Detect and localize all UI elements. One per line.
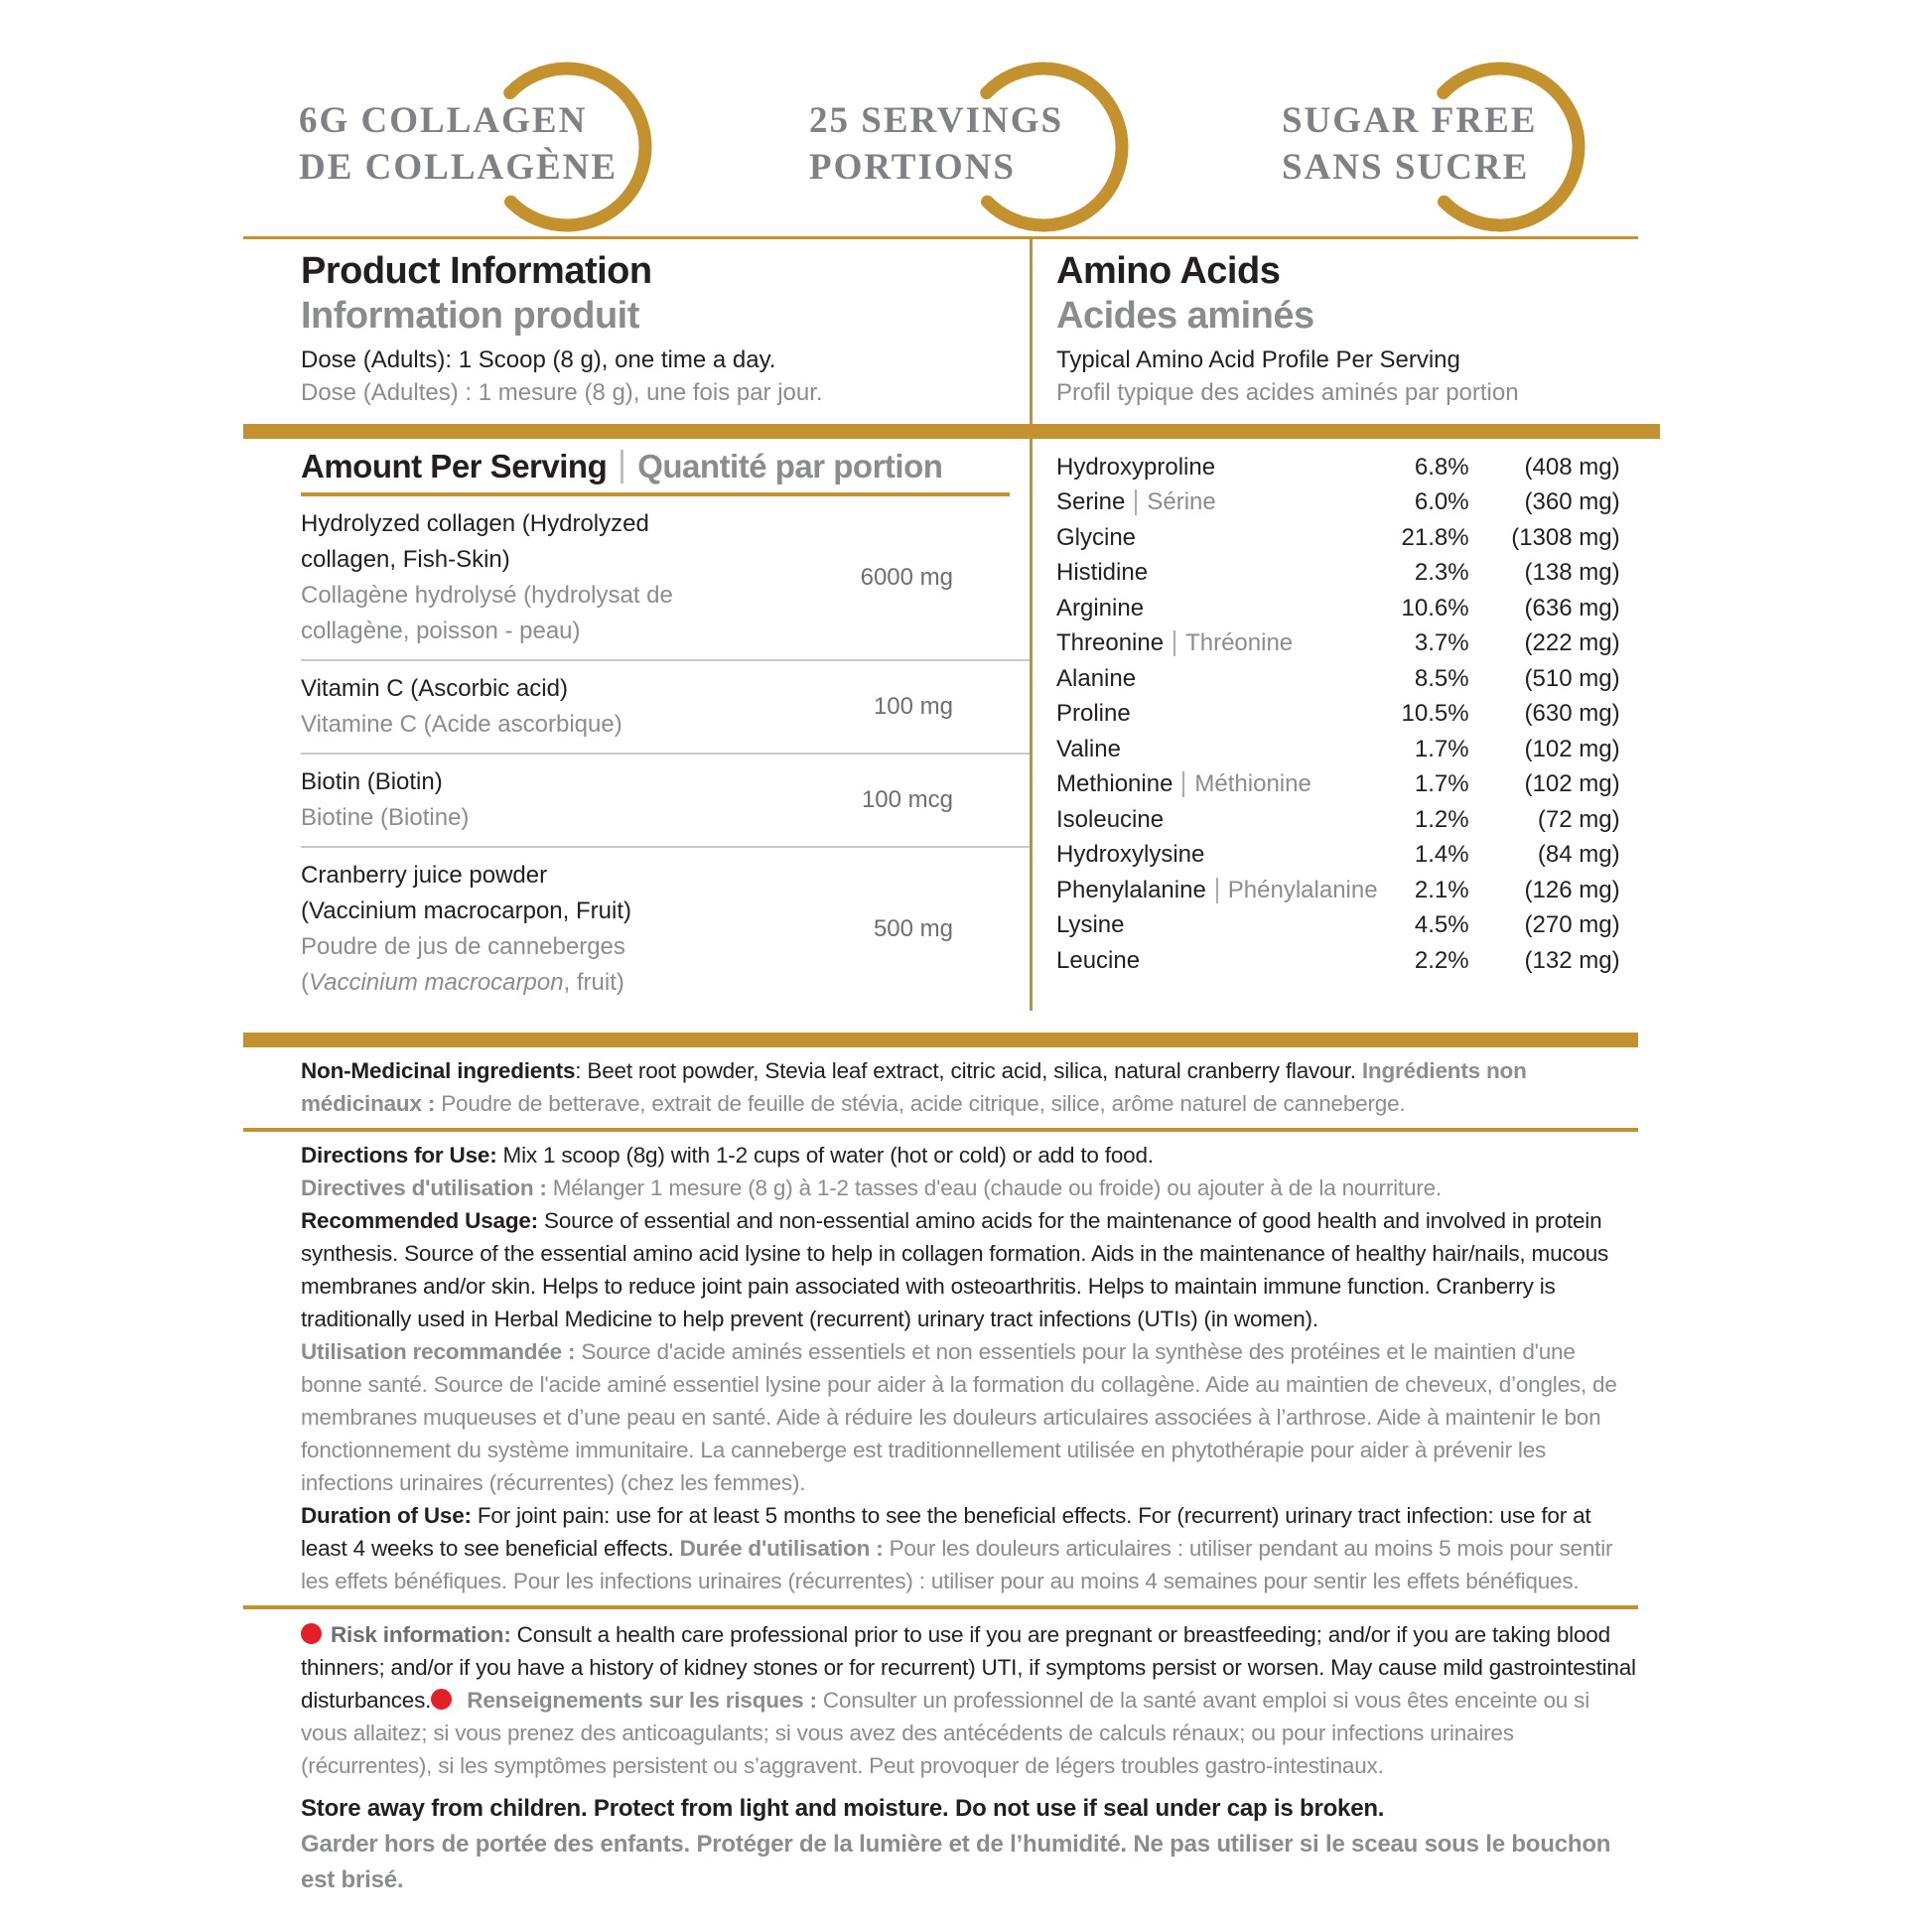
amino-acid-name <box>1056 700 1378 728</box>
directions-for-use-text <box>301 1139 1638 1172</box>
non-medicinal-ingredients-text <box>301 1054 1638 1120</box>
amino-acid-name-en: Lysine <box>1056 911 1125 939</box>
amino-acid-mg: (270 mg) <box>1524 911 1620 939</box>
amino-acid-row <box>1056 661 1620 697</box>
divider-bar <box>621 450 623 483</box>
amino-acid-name-en: Proline <box>1056 700 1131 728</box>
text-segment: Vaccinium macrocarpon <box>309 969 564 996</box>
text-segment: Biotin (Biotin) <box>301 768 443 795</box>
amino-acid-name <box>1056 629 1378 657</box>
amino-acid-name-en: Arginine <box>1056 594 1145 621</box>
ingredient-row <box>301 753 1030 846</box>
amino-acid-name <box>1056 488 1378 516</box>
text-segment: collagène, poisson - peau) <box>301 618 581 644</box>
amino-acid-name-en: Alanine <box>1056 664 1137 692</box>
amino-acid-percent: 2.1% <box>1414 876 1469 903</box>
amino-acid-name <box>1056 595 1378 622</box>
text-segment: Directives d'utilisation : <box>301 1175 553 1200</box>
amino-acid-name-en: Hydroxyproline <box>1056 453 1216 481</box>
amino-acid-name-en: Serine <box>1056 488 1126 516</box>
amino-acid-mg: (72 mg) <box>1537 805 1620 833</box>
amino-acid-percent: 10.5% <box>1401 700 1469 728</box>
amino-acid-mg: (636 mg) <box>1524 594 1620 621</box>
amount-per-serving-label-en: Amount Per Serving <box>301 448 608 484</box>
amino-acid-mg: (510 mg) <box>1524 664 1620 692</box>
amino-acid-percent: 6.0% <box>1414 488 1469 516</box>
ingredient-name-en <box>301 894 725 929</box>
text-segment: Consult a health care professional prior to use if you are pregnant or breastfeeding; and/or if you are taking blood thinners; and/or if you have a history of kidney stones or for recurrent) UTI, if symptoms persist or worsen. May cause mild gastrointestinal disturbances. <box>301 1622 1636 1713</box>
amino-acid-name-en: Hydroxylysine <box>1056 841 1205 869</box>
amino-acid-percent: 1.7% <box>1414 735 1469 762</box>
badge-sugar-free <box>1282 26 1537 191</box>
amino-acid-name <box>1056 911 1378 939</box>
text-segment: Durée d'utilisation : <box>679 1536 890 1561</box>
amino-acid-mg: (408 mg) <box>1524 453 1620 481</box>
text-segment: collagen, Fish-Skin) <box>301 546 510 573</box>
dose-fr: Dose (Adultes) : 1 mesure (8 g), une fois par jour. <box>301 379 823 406</box>
amino-profile-subtitle-fr: Profil typique des acides aminés par portion <box>1056 379 1519 406</box>
text-segment: Utilisation recommandée : <box>301 1339 582 1364</box>
amino-acid-mg: (132 mg) <box>1524 946 1620 974</box>
amino-acid-name-en: Histidine <box>1056 559 1149 587</box>
amount-per-serving-label-fr: Quantité par portion <box>637 448 943 484</box>
divider-bar <box>1135 489 1137 515</box>
text-segment: Non-Medicinal ingredients <box>301 1058 576 1083</box>
ingredient-name-fr <box>301 578 725 614</box>
text-segment: Poudre de betterave, extrait de feuille de stévia, acide citrique, silice, arôme naturel de canneberge. <box>441 1091 1406 1116</box>
badge-line-fr: SANS SUCRE <box>1282 147 1530 188</box>
ingredient-name <box>301 671 725 743</box>
amino-acid-row <box>1056 626 1620 662</box>
amount-per-serving-header <box>301 448 1030 485</box>
text-segment: Risk information: <box>331 1622 517 1647</box>
text-segment: Poudre de jus de canneberges <box>301 933 625 960</box>
badge-collagen <box>299 26 618 191</box>
text-segment: , fruit) <box>563 969 624 996</box>
badge-sugar-free-text <box>1282 97 1537 191</box>
gold-rule <box>243 1605 1638 1609</box>
recommended-usage-text-fr <box>301 1335 1638 1499</box>
amino-acid-percent: 2.3% <box>1414 559 1469 587</box>
dose-en: Dose (Adults): 1 Scoop (8 g), one time a day. <box>301 346 776 373</box>
amino-acid-row <box>1056 520 1620 556</box>
amino-acid-row <box>1056 591 1620 626</box>
amino-acid-mg: (84 mg) <box>1537 841 1620 869</box>
amino-acid-row <box>1056 873 1620 908</box>
amino-acid-percent: 1.7% <box>1414 770 1469 798</box>
amino-acid-mg: (126 mg) <box>1524 876 1620 903</box>
amino-acid-name <box>1056 559 1378 587</box>
amino-acid-row <box>1056 556 1620 592</box>
text-segment: For joint pain: use for at least 5 months to see the beneficial effects. For (recurrent) urinary tract infection: use for at least 4 weeks to see beneficial effects. <box>301 1503 1591 1561</box>
amino-acid-row <box>1056 802 1620 838</box>
amino-acid-name-fr: Phénylalanine <box>1227 876 1378 903</box>
text-segment: Garder hors de portée des enfants. Protéger de la lumière et de l’humidité. Ne pas utiliser si le sceau sous le bouchon est brisé. <box>301 1831 1611 1893</box>
ingredient-name-en <box>301 542 725 578</box>
amino-acid-percent: 21.8% <box>1401 523 1469 551</box>
risk-information-text <box>301 1618 1638 1782</box>
amino-acid-mg: (630 mg) <box>1524 700 1620 728</box>
amino-acid-percent: 10.6% <box>1401 594 1469 621</box>
amino-acid-name-en: Leucine <box>1056 946 1141 974</box>
amino-acid-name <box>1056 841 1378 869</box>
text-segment: ( <box>301 969 309 996</box>
text-segment: Source d'acide aminés essentiels et non essentiels pour la synthèse des protéines et le maintien d'une bonne santé. Source de l'acide aminé essentiel lysine pour aider à la formation du collagène. Aide au maintien de cheveux, d’ongles, de membranes muqueuses et d’une peau en santé. Aide à réduire les douleurs articulaires associées à l’arthrose. Aide à maintenir le bon fonctionnement du système immunitaire. La canneberge est traditionnellement utilisée en phytothérapie pour aider à prévenir les infections urinaires (récurrentes) (chez les femmes). <box>301 1339 1617 1495</box>
gold-bar <box>1033 424 1660 439</box>
text-segment: Cranberry juice powder <box>301 862 548 889</box>
badges-row <box>243 26 1638 236</box>
amino-acid-name <box>1056 524 1378 552</box>
amino-acid-name <box>1056 947 1378 975</box>
product-information-header <box>243 239 1030 424</box>
amino-acid-row <box>1056 732 1620 767</box>
amino-acid-percent: 2.2% <box>1414 946 1469 974</box>
amino-acid-percent: 8.5% <box>1414 664 1469 692</box>
text-segment: Mix 1 scoop (8g) with 1-2 cups of water (hot or cold) or add to food. <box>502 1143 1154 1168</box>
amino-acid-percent: 6.8% <box>1414 453 1469 481</box>
amino-acid-row <box>1056 767 1620 803</box>
recommended-usage-text <box>301 1204 1638 1335</box>
amino-acid-percent: 1.4% <box>1414 841 1469 869</box>
amino-acid-name-fr: Méthionine <box>1194 770 1311 798</box>
text-segment: (Vaccinium macrocarpon, Fruit) <box>301 897 631 924</box>
ingredient-name-en <box>301 671 725 707</box>
badge-line-fr: DE COLLAGÈNE <box>299 147 619 188</box>
duration-of-use-text <box>301 1499 1638 1597</box>
ingredient-row <box>301 659 1030 753</box>
amino-acid-row <box>1056 697 1620 733</box>
badge-servings-text <box>809 97 1063 191</box>
amino-acid-name-en: Glycine <box>1056 523 1137 551</box>
badge-line-en: 6G COLLAGEN <box>299 100 588 141</box>
amino-acid-name <box>1056 736 1378 763</box>
ingredient-name-en <box>301 764 725 800</box>
text-segment: Biotine (Biotine) <box>301 804 470 831</box>
amino-acids-panel <box>1033 239 1660 1011</box>
amino-acid-name <box>1056 770 1378 798</box>
text-segment: Renseignements sur les risques : <box>461 1688 823 1713</box>
badge-line-fr: PORTIONS <box>809 147 1016 188</box>
amino-acid-name-en: Phenylalanine <box>1056 876 1206 903</box>
text-segment: Hydrolyzed collagen (Hydrolyzed <box>301 510 649 537</box>
badge-line-en: SUGAR FREE <box>1282 100 1538 141</box>
amino-acids-table <box>1056 450 1620 979</box>
amino-acid-name-fr: Sérine <box>1147 488 1216 516</box>
gold-rule <box>243 1128 1638 1132</box>
text-segment: Mélanger 1 mesure (8 g) à 1-2 tasses d'eau (chaude ou froide) ou ajouter à de la nourriture. <box>552 1175 1442 1200</box>
amino-acid-name-en: Methionine <box>1056 770 1173 798</box>
amino-acid-percent: 4.5% <box>1414 911 1469 939</box>
badge-servings <box>809 26 1063 191</box>
ingredients-table <box>301 496 1030 1011</box>
facts-columns <box>243 239 1638 1021</box>
text-segment: Directions for Use: <box>301 1143 503 1168</box>
amino-acid-mg: (102 mg) <box>1524 770 1620 798</box>
amino-acid-row <box>1056 450 1620 485</box>
amino-acid-mg: (102 mg) <box>1524 735 1620 762</box>
text-segment: Store away from children. Protect from light and moisture. Do not use if seal under cap is broken. <box>301 1795 1385 1822</box>
divider-bar <box>1173 630 1175 656</box>
product-information-title-en: Product Information <box>301 250 652 292</box>
amino-acid-name <box>1056 454 1378 482</box>
text-segment: Pour les douleurs articulaires : utiliser pendant au moins 5 mois pour sentir les effets bénéfiques. Pour les infections urinaires (récurrentes) : utiliser pour au moins 4 semaines pour sentir les effets bénéfiques. <box>301 1536 1613 1593</box>
product-information-title-fr: Information produit <box>301 295 639 337</box>
red-dot-icon <box>431 1689 452 1710</box>
ingredient-name-fr <box>301 614 725 649</box>
amino-acid-mg: (360 mg) <box>1524 488 1620 516</box>
amino-acid-name-en: Threonine <box>1056 629 1165 657</box>
amino-acid-row <box>1056 485 1620 521</box>
amino-acid-name-en: Isoleucine <box>1056 805 1165 833</box>
ingredient-amount: 100 mcg <box>861 786 953 813</box>
supplement-facts-label <box>243 26 1638 1898</box>
ingredient-amount: 100 mg <box>873 693 953 720</box>
ingredient-amount: 6000 mg <box>860 564 953 591</box>
storage-warning-en <box>301 1791 1638 1827</box>
ingredient-name-fr <box>301 965 725 1001</box>
ingredient-name-fr <box>301 929 725 965</box>
amino-profile-subtitle-en: Typical Amino Acid Profile Per Serving <box>1056 346 1460 373</box>
amino-acid-name <box>1056 806 1378 834</box>
gold-bar <box>243 1033 1638 1047</box>
directions-for-use-text-fr <box>301 1172 1638 1204</box>
amino-acid-row <box>1056 838 1620 874</box>
ingredient-row <box>301 496 1030 659</box>
ingredient-name <box>301 764 725 836</box>
amino-acids-title-fr: Acides aminés <box>1056 295 1314 337</box>
divider-bar <box>1216 878 1218 903</box>
amino-acid-mg: (1308 mg) <box>1511 523 1620 551</box>
amino-acid-mg: (138 mg) <box>1524 559 1620 587</box>
text-segment: : Beet root powder, Stevia leaf extract, citric acid, silica, natural cranberry flavour. <box>575 1058 1362 1083</box>
gold-bar <box>243 424 1030 439</box>
amino-acid-row <box>1056 908 1620 944</box>
text-segment: Ingrédients non médicinaux : <box>301 1058 1527 1116</box>
ingredient-name-en <box>301 858 725 894</box>
amino-acid-name <box>1056 877 1378 904</box>
divider-bar <box>1182 771 1184 797</box>
ingredient-name-fr <box>301 707 725 743</box>
text-segment: Source of essential and non-essential amino acids for the maintenance of good health and involved in protein synthesis. Source of the essential amino acid lysine to help in collagen formation. Aids in the maintenance of healthy hair/nails, mucous membranes and/or skin. Helps to reduce joint pain associated with osteoarthritis. Helps to maintain immune function. Cranberry is traditionally used in Herbal Medicine to help prevent (recurrent) urinary tract infections (UTIs) (in women). <box>301 1208 1609 1331</box>
text-segment: Vitamine C (Acide ascorbique) <box>301 711 622 738</box>
amino-acids-title-en: Amino Acids <box>1056 250 1281 292</box>
badge-collagen-text <box>299 97 618 191</box>
ingredient-name-fr <box>301 800 725 836</box>
amino-acid-percent: 3.7% <box>1414 629 1469 657</box>
ingredient-row <box>301 846 1030 1011</box>
amino-acid-percent: 1.2% <box>1414 805 1469 833</box>
ingredient-name <box>301 506 725 649</box>
amino-acids-header <box>1056 239 1660 424</box>
ingredient-amount: 500 mg <box>873 915 953 942</box>
badge-line-en: 25 SERVINGS <box>809 100 1064 141</box>
text-segment: Vitamin C (Ascorbic acid) <box>301 675 568 702</box>
text-segment: Recommended Usage: <box>301 1208 545 1233</box>
text-segment: Duration of Use: <box>301 1503 478 1528</box>
amino-acid-mg: (222 mg) <box>1524 629 1620 657</box>
amino-acid-name <box>1056 665 1378 693</box>
amino-acid-name-en: Valine <box>1056 735 1121 762</box>
red-dot-icon <box>301 1623 322 1644</box>
amino-acid-row <box>1056 943 1620 979</box>
storage-warning-fr <box>301 1827 1638 1898</box>
product-information-panel <box>243 239 1033 1011</box>
text-segment: Collagène hydrolysé (hydrolysat de <box>301 582 673 609</box>
ingredient-name-en <box>301 506 725 542</box>
text-segment: Consulter un professionnel de la santé avant emploi si vous êtes enceinte ou si vous allaitez; si vous prenez des anticoagulants; si vous avez des antécédents de calculs rénaux; ou pour infections urinaires (récurrentes), si les symptômes persistent ou s’aggravent. Peut provoquer de légers troubles gastro-intestinaux. <box>301 1688 1590 1778</box>
ingredient-name <box>301 858 725 1001</box>
amino-acid-name-fr: Thréonine <box>1185 629 1294 657</box>
